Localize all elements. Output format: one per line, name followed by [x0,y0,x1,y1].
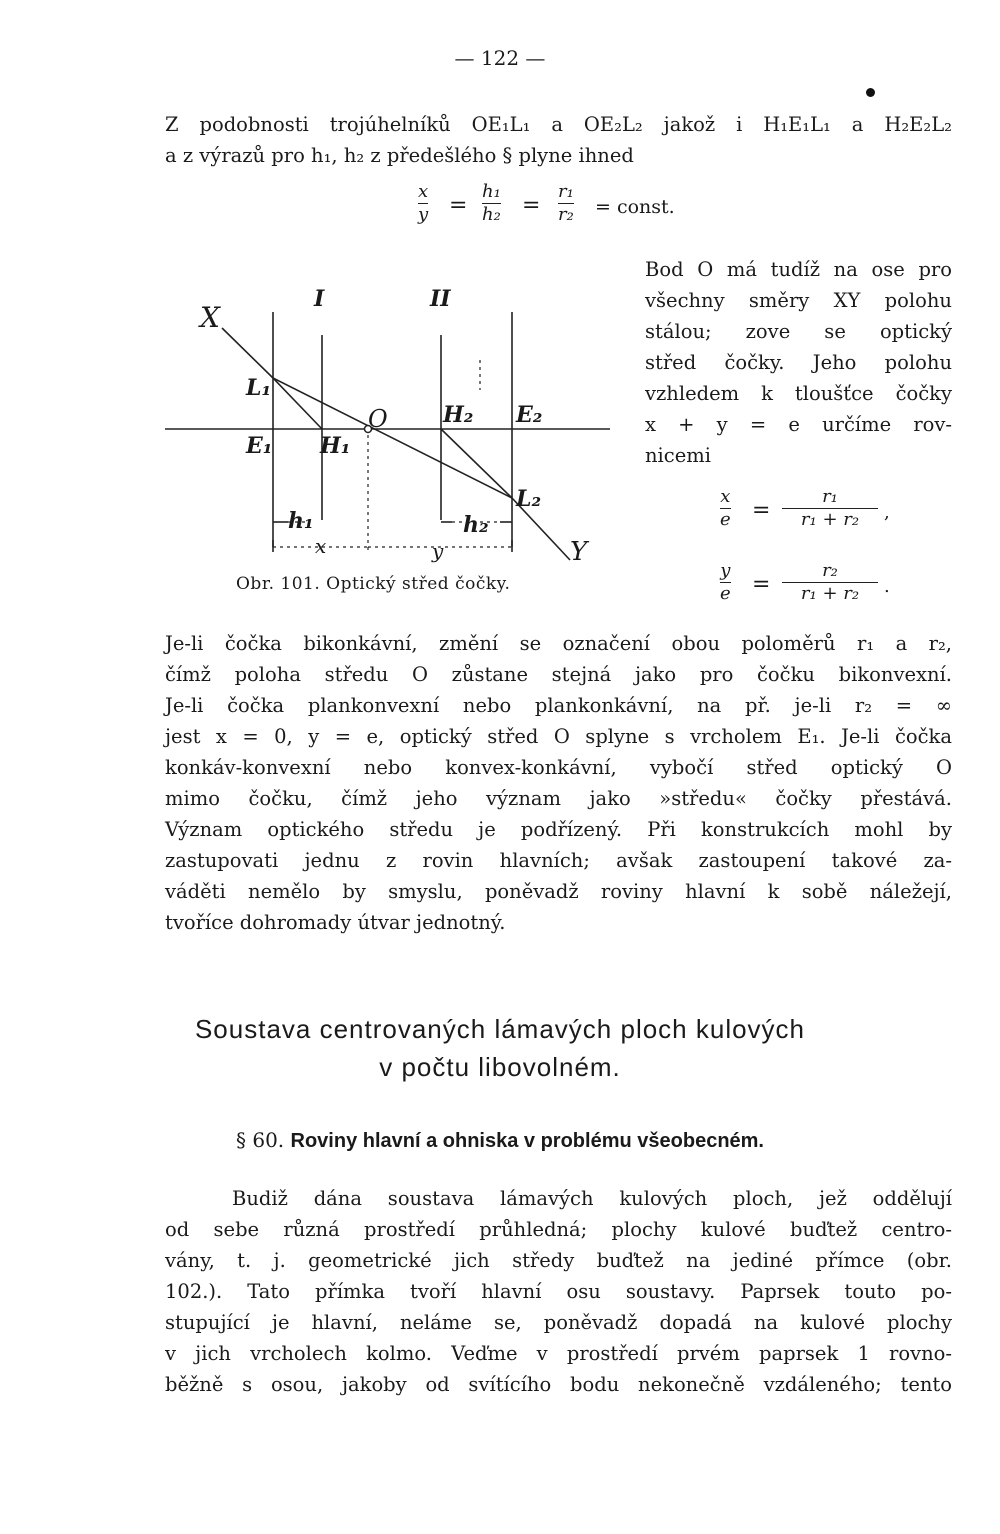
section-title-line: v počtu libovolném. [379,1052,621,1082]
paragraph-number: § 60. [235,1128,285,1152]
equals-sign: = [522,193,541,218]
side-text-line: nicemi [645,444,711,467]
side-text-line: vzhledem k tloušťce čočky [645,382,952,405]
fraction-h1-h2: h₁ h₂ [482,181,501,225]
side-text-line: všechny směry XY polohu [645,289,952,312]
fraction-r2-sum: r₂ r₁ + r₂ [782,560,878,605]
ray-X-L1 [222,328,273,378]
text-line: konkáv-konvexní nebo konvex-konkávní, vybočí střed optický O [165,756,952,779]
fraction-r1-r2: r₁ r₂ [558,181,574,225]
label-II: II [430,286,451,312]
text-line: vány, t. j. geometrické jich středy buďtež na jediné přímce (obr. [165,1249,952,1272]
label-y: y [432,539,444,563]
text-line: tvoříce dohromady útvar jednotný. [165,911,506,934]
label-E1: E₁ [246,433,273,459]
label-Y: Y [570,537,588,567]
label-h1: h₁ [288,508,314,534]
label-O: O [368,405,388,433]
text-line: Z podobnosti trojúhelníků OE₁L₁ a OE₂L₂ jakož i H₁E₁L₁ a H₂E₂L₂ [165,113,952,136]
text-line: mimo čočku, čímž jeho význam jako »středu« čočky přestává. [165,787,952,810]
label-x: x [315,534,327,558]
text-line: zastupovati jednu z rovin hlavních; avšak zastoupení takové za- [165,849,952,872]
equals-const: = const. [595,196,675,218]
text-line: jest x = 0, y = e, optický střed O splyne s vrcholem E₁. Je-li čočka [165,725,952,748]
ink-dot [866,88,875,97]
fraction-y-e: y e [720,560,731,604]
label-L1: L₁ [246,375,272,401]
text-line: 102.). Tato přímka tvoří hlavní osu soustavy. Paprsek touto po- [165,1280,952,1303]
side-text-line: Bod O má tudíž na ose pro [645,258,952,281]
figure-caption: Obr. 101. Optický střed čočky. [236,574,511,594]
text-line: běžně s osou, jakoby od svítícího bodu nekonečně vzdáleného; tento [165,1373,952,1396]
ray-L1-H1 [273,378,322,429]
text-line: stupující je hlavní, neláme se, poněvadž dopadá na kulové plochy [165,1311,952,1334]
label-H1: H₁ [320,433,351,459]
optical-center-diagram [160,270,640,570]
equals-sign: = [449,193,468,218]
text-line: od sebe různá prostředí průhledná; plochy kulové buďtež centro- [165,1218,952,1241]
side-text-line: střed čočky. Jeho polohu [645,351,952,374]
paragraph-heading [0,1128,1000,1153]
fraction-r1-sum: r₁ r₁ + r₂ [782,486,878,531]
fraction-x-e: x e [720,486,731,530]
text-line: Budiž dána soustava lámavých kulových ploch, jež oddělují [232,1187,952,1210]
text-line: Je-li čočka plankonvexní nebo plankonkávní, na př. je-li r₂ = ∞ [165,694,952,717]
text-line: Je-li čočka bikonkávní, změní se označení obou poloměrů r₁ a r₂, [165,632,952,655]
label-X: X [200,301,220,334]
text-line: váděti nemělo by smyslu, poněvadž roviny hlavní k sobě náležejí, [165,880,952,903]
paragraph-title: Roviny hlavní a ohniska v problému všeobecném. [290,1130,764,1152]
label-I: I [314,286,325,312]
equals-sign: = [752,572,771,597]
label-h2: h₂ [463,512,489,538]
label-H2: H₂ [443,402,474,428]
side-text-line: x + y = e určíme rov- [645,413,952,436]
side-text-line: stálou; zove se optický [645,320,952,343]
equals-sign: = [752,498,771,523]
text-line: v jich vrcholech kolmo. Veďme v prostředí prvém paprsek 1 rovno- [165,1342,952,1365]
comma: , [884,502,890,523]
text-line: a z výrazů pro h₁, h₂ z předešlého § plyne ihned [165,144,634,167]
label-E2: E₂ [516,402,543,428]
ray-L1-L2 [273,378,512,498]
page-number: — 122 — [454,46,546,70]
text-line: čímž poloha středu O zůstane stejná jako pro čočku bikonvexní. [165,663,952,686]
text-line: Význam optického středu je podřízený. Při konstrukcích mohl by [165,818,952,841]
period: . [884,576,890,597]
fraction-x-y: x y [418,181,429,225]
label-L2: L₂ [516,486,542,512]
ray-H2-L2 [441,429,512,498]
section-title-line: Soustava centrovaných lámavých ploch kulových [194,1014,806,1044]
